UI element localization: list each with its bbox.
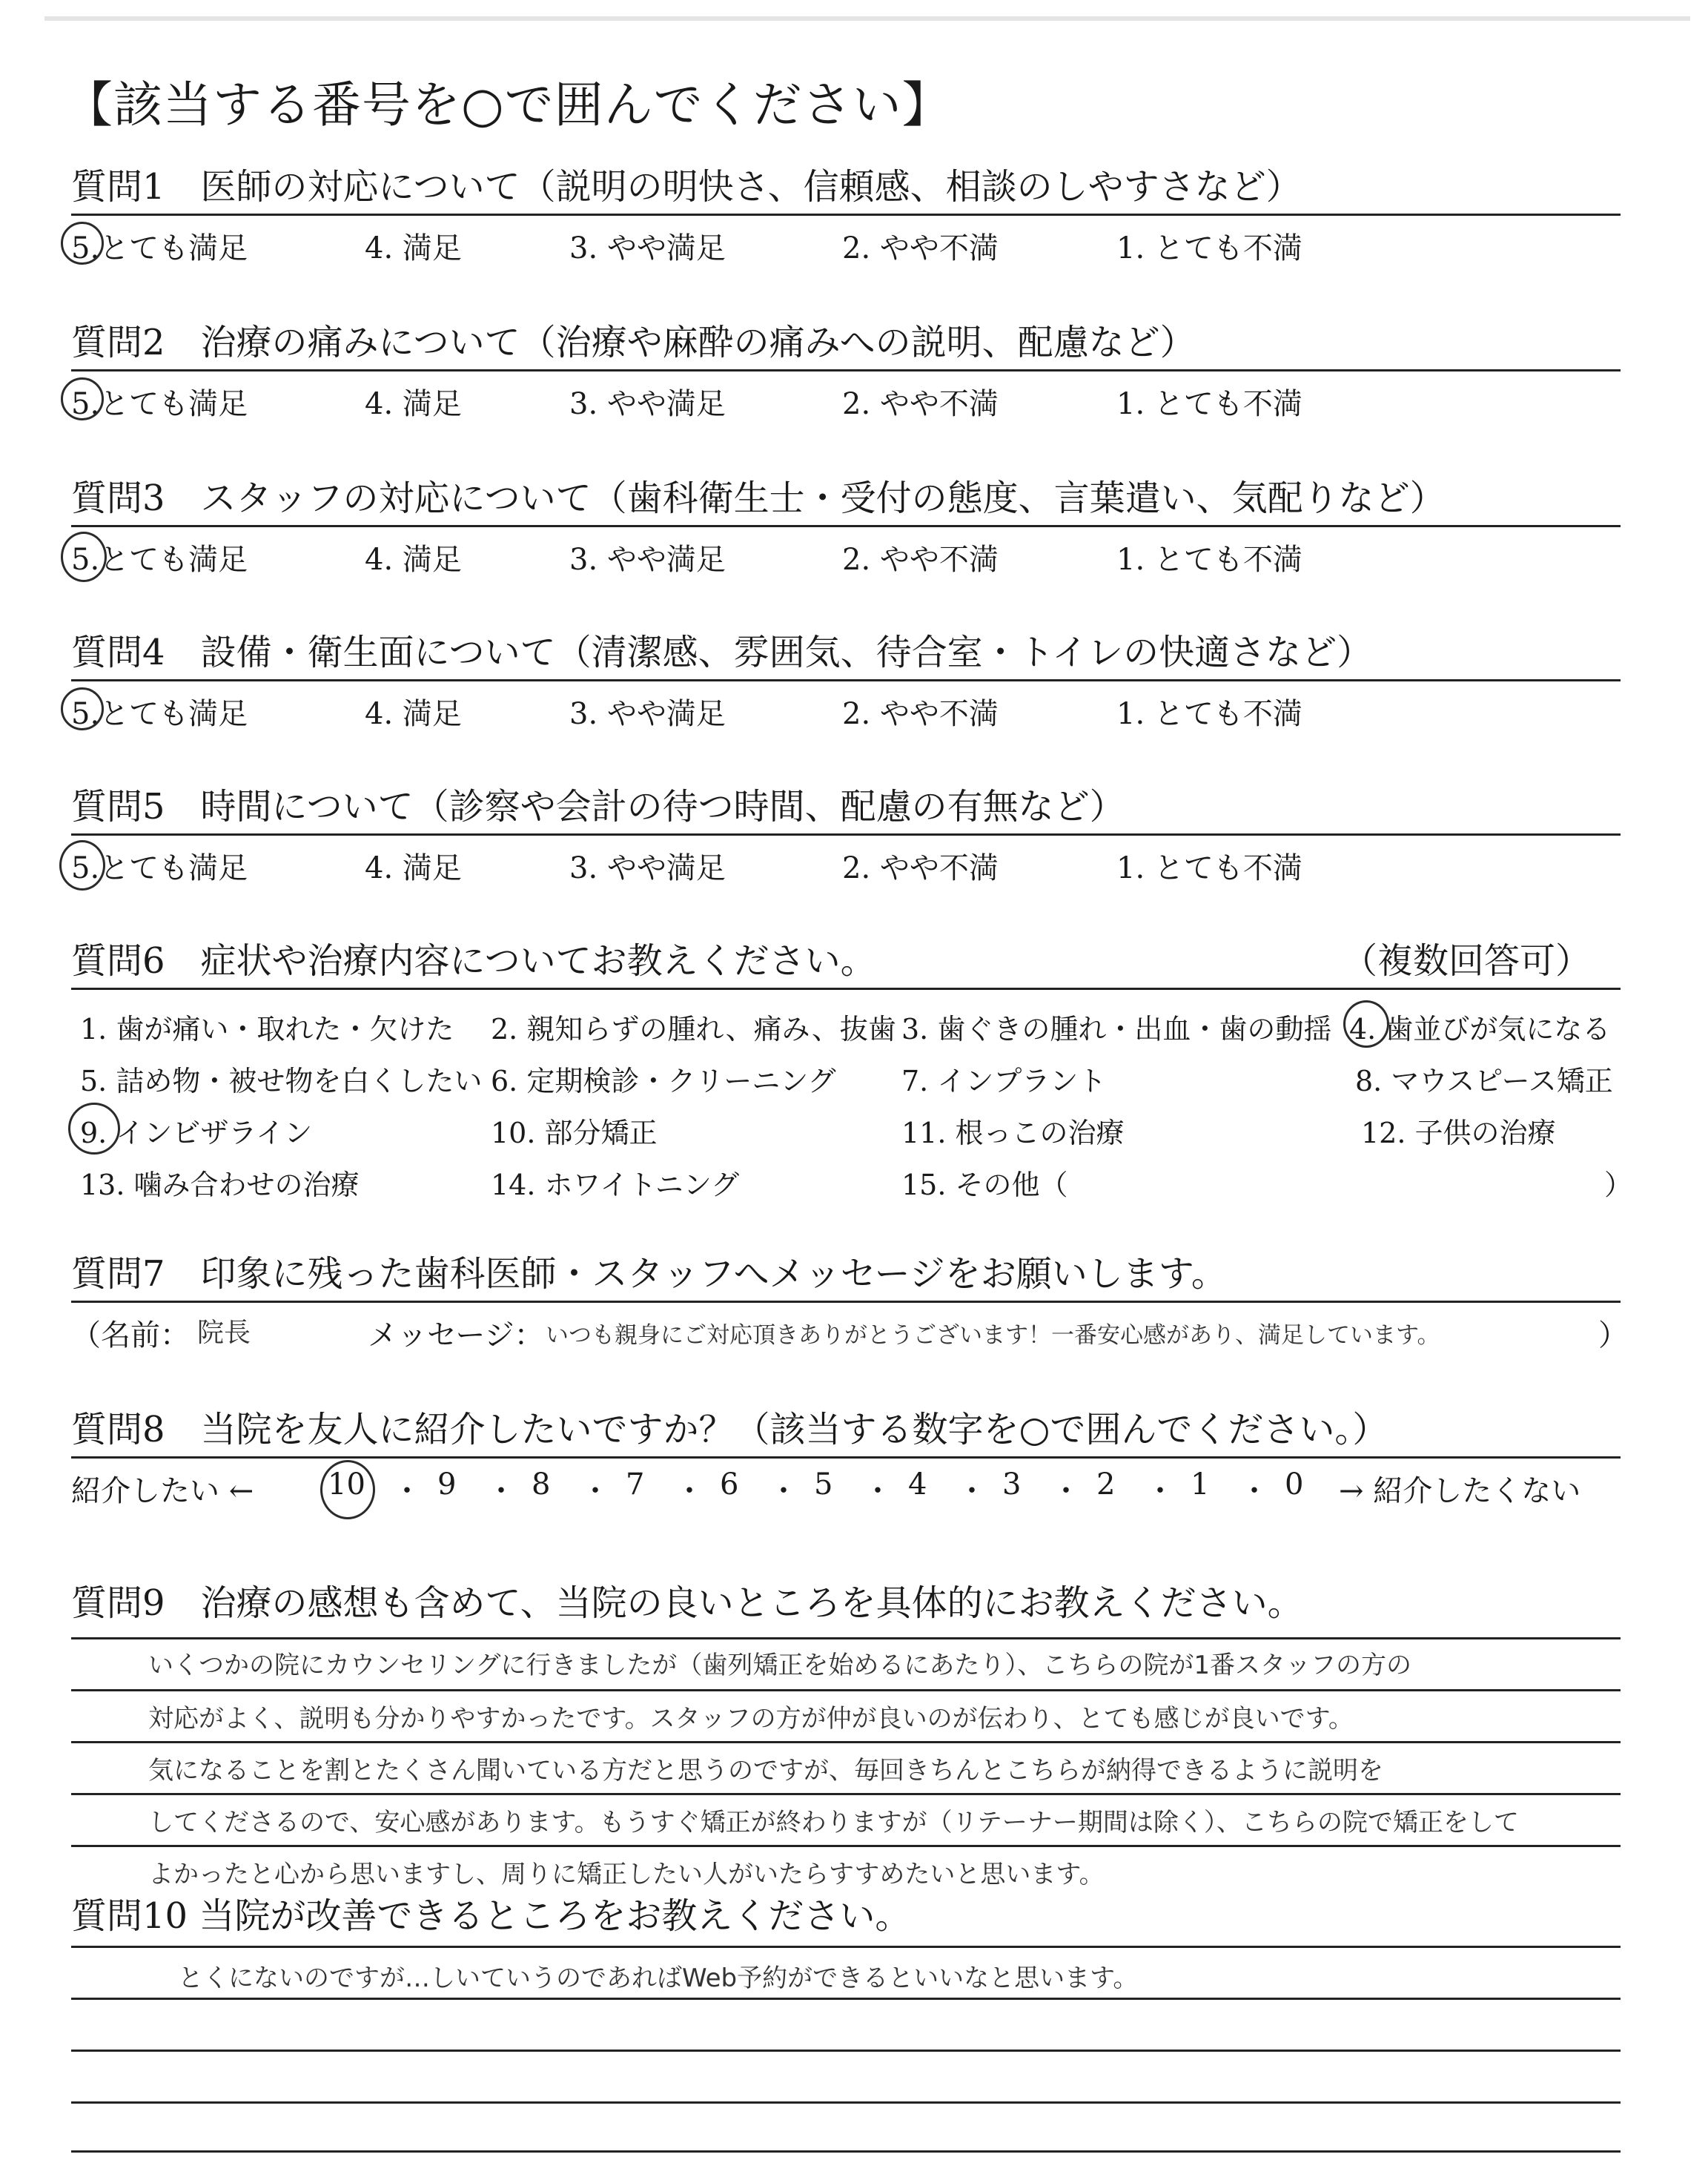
question-7-title: 質問7 印象に残った歯科医師・スタッフへメッセージをお願いします。: [71, 1253, 1227, 1295]
q9-answer-line[interactable]: 対応がよく、説明も分かりやすかったです。スタッフの方が仲が良いのが伝わり、とても感じが良いです。: [148, 1704, 1354, 1734]
question-6-text: 質問6 症状や治療内容についてお教えください。: [71, 940, 876, 982]
answer-line: [71, 1946, 1621, 1948]
symptom-option[interactable]: 7. インプラント: [901, 1065, 1107, 1097]
symptom-option[interactable]: 15. その他（: [901, 1169, 1068, 1201]
q9-answer-line[interactable]: よかったと心から思いますし、周りに矯正したい人がいたらすすめたいと思います。: [148, 1860, 1105, 1889]
question-7: [71, 1250, 1628, 1355]
option-5[interactable]: 5.とても満足: [71, 697, 248, 731]
symptom-option[interactable]: 14. ホワイトニング: [491, 1169, 740, 1201]
selection-circle: [61, 532, 107, 582]
symptom-option[interactable]: 8. マウスピース矯正: [1355, 1065, 1613, 1097]
answer-line: [71, 1637, 1621, 1639]
selection-circle: [320, 1460, 375, 1519]
question-8: [71, 1406, 1621, 1518]
option-3[interactable]: 3. やや満足: [569, 851, 726, 885]
scale-value[interactable]: 10: [328, 1467, 365, 1502]
scale-dot: ・: [1239, 1474, 1269, 1508]
symptom-options: [71, 990, 1633, 1205]
symptom-option[interactable]: 12. 子供の治療: [1361, 1117, 1556, 1149]
option-3[interactable]: 3. やや満足: [569, 387, 726, 421]
scale-dot: ・: [1051, 1474, 1081, 1508]
scale-dot: ・: [580, 1474, 610, 1508]
answer-line: [71, 2150, 1621, 2153]
option-4[interactable]: 4. 満足: [365, 231, 462, 265]
option-4[interactable]: 4. 満足: [365, 387, 462, 421]
answer-line: [71, 1998, 1621, 2000]
scale-dot: ・: [1145, 1474, 1175, 1508]
message-row: [71, 1303, 1628, 1355]
name-value[interactable]: 院長: [197, 1318, 251, 1348]
scale-dot: ・: [675, 1474, 704, 1508]
scale-right-label: → 紹介したくない: [1339, 1474, 1581, 1508]
question-5: [71, 783, 1621, 888]
option-1[interactable]: 1. とても不満: [1116, 543, 1302, 577]
message-value[interactable]: いつも親身にご対応頂きありがとうございます！一番安心感があり、満足しています。: [546, 1322, 1440, 1349]
symptom-option-close: ）: [1604, 1169, 1633, 1201]
option-1[interactable]: 1. とても不満: [1116, 387, 1302, 421]
selection-circle: [1343, 1000, 1389, 1048]
symptom-option[interactable]: 4. 歯並びが気になる: [1349, 1013, 1611, 1046]
rating-options: [71, 681, 1621, 733]
option-1[interactable]: 1. とても不満: [1116, 851, 1302, 885]
question-8-title: 質問8 当院を友人に紹介したいですか？（該当する数字を○で囲んでください。）: [71, 1409, 1388, 1450]
selection-circle: [61, 222, 104, 265]
question-1: [71, 163, 1621, 268]
symptom-option[interactable]: 1. 歯が痛い・取れた・欠けた: [80, 1013, 454, 1046]
question-4: [71, 629, 1621, 733]
question-3: [71, 475, 1621, 579]
selection-circle: [61, 377, 104, 420]
message-close: ）: [1598, 1318, 1628, 1353]
question-9-title: 質問9 治療の感想も含めて、当院の良いところを具体的にお教えください。: [71, 1582, 1303, 1624]
name-label: （名前：: [71, 1318, 190, 1353]
answer-line: [71, 2050, 1621, 2052]
symptom-option[interactable]: 6. 定期検診・クリーニング: [491, 1065, 836, 1097]
answer-line: [71, 1689, 1621, 1691]
option-4[interactable]: 4. 満足: [365, 851, 462, 885]
option-4[interactable]: 4. 満足: [365, 543, 462, 577]
option-2[interactable]: 2. やや不満: [842, 543, 999, 577]
option-5[interactable]: 5.とても満足: [71, 231, 248, 265]
symptom-option[interactable]: 3. 歯ぐきの腫れ・出血・歯の動揺: [901, 1013, 1332, 1046]
symptom-option[interactable]: 2. 親知らずの腫れ、痛み、抜歯: [491, 1013, 896, 1046]
scale-value[interactable]: 9: [437, 1467, 457, 1502]
scale-dot: ・: [769, 1474, 798, 1508]
answer-line: [71, 2101, 1621, 2104]
option-4[interactable]: 4. 満足: [365, 697, 462, 731]
answer-line: [71, 1793, 1621, 1795]
rating-options: [71, 527, 1621, 579]
option-3[interactable]: 3. やや満足: [569, 543, 726, 577]
scale-dot: ・: [957, 1474, 987, 1508]
option-5[interactable]: 5.とても満足: [71, 543, 248, 577]
symptom-option[interactable]: 5. 詰め物・被せ物を白くしたい: [80, 1065, 483, 1097]
option-1[interactable]: 1. とても不満: [1116, 697, 1302, 731]
rating-options: [71, 836, 1621, 888]
question-1-title: 質問1 医師の対応について（説明の明快さ、信頼感、相談のしやすさなど）: [71, 166, 1302, 208]
symptom-option[interactable]: 11. 根っこの治療: [901, 1117, 1125, 1149]
symptom-option[interactable]: 10. 部分矯正: [491, 1117, 658, 1149]
message-label: メッセージ：: [368, 1318, 544, 1353]
option-3[interactable]: 3. やや満足: [569, 231, 726, 265]
top-border: [44, 16, 1690, 21]
rating-options: [71, 371, 1621, 423]
scale-dot: ・: [392, 1474, 422, 1508]
scale-value[interactable]: 5: [814, 1467, 833, 1502]
option-2[interactable]: 2. やや不満: [842, 231, 999, 265]
scale-value[interactable]: 3: [1002, 1467, 1022, 1502]
selection-circle: [68, 1103, 120, 1155]
option-2[interactable]: 2. やや不満: [842, 697, 999, 731]
question-10-title: 質問10 当院が改善できるところをお教えください。: [71, 1895, 911, 1937]
scale-value[interactable]: 2: [1096, 1467, 1116, 1502]
selection-circle: [61, 687, 104, 730]
q9-answer-line[interactable]: 気になることを割とたくさん聞いている方だと思うのですが、毎回きちんとこちらが納得できるように説明を: [148, 1756, 1383, 1786]
scale-left-label: 紹介したい ←: [71, 1474, 254, 1508]
answer-line: [71, 1741, 1621, 1743]
symptom-option[interactable]: 9. インビザライン: [80, 1117, 313, 1149]
scale-value[interactable]: 4: [908, 1467, 927, 1502]
scale-dot: ・: [863, 1474, 893, 1508]
option-5[interactable]: 5.とても満足: [71, 851, 248, 885]
question-6: [71, 937, 1633, 1205]
recommend-scale: [71, 1459, 1621, 1518]
selection-circle: [59, 840, 105, 891]
answer-line: [71, 1845, 1621, 1847]
question-9-title-wrap: [71, 1579, 1621, 1627]
multiple-answer-note: （複数回答可）: [1341, 940, 1591, 982]
option-3[interactable]: 3. やや満足: [569, 697, 726, 731]
option-1[interactable]: 1. とても不満: [1116, 231, 1302, 265]
q9-answer-line[interactable]: いくつかの院にカウンセリングに行きましたが（歯列矯正を始めるにあたり）、こちらの院が1番スタッフの方の: [148, 1651, 1411, 1680]
question-2-title: 質問2 治療の痛みについて（治療や麻酔の痛みへの説明、配慮など）: [71, 322, 1196, 363]
question-10-title-wrap: [71, 1892, 1621, 1940]
question-2: [71, 319, 1621, 423]
scale-value[interactable]: 8: [532, 1467, 551, 1502]
option-2[interactable]: 2. やや不満: [842, 387, 999, 421]
question-4-title: 質問4 設備・衛生面について（清潔感、雰囲気、待合室・トイレの快適さなど）: [71, 632, 1373, 673]
option-5[interactable]: 5.とても満足: [71, 387, 248, 421]
option-2[interactable]: 2. やや不満: [842, 851, 999, 885]
rating-options: [71, 216, 1621, 268]
symptom-option[interactable]: 13. 噛み合わせの治療: [80, 1169, 360, 1201]
scale-dot: ・: [486, 1474, 516, 1508]
question-5-title: 質問5 時間について（診察や会計の待つ時間、配慮の有無など）: [71, 786, 1125, 828]
question-6-title: [71, 937, 1621, 985]
scale-value[interactable]: 0: [1285, 1467, 1304, 1502]
page-title: 【該当する番号を○で囲んでください】: [64, 76, 952, 133]
q10-answer[interactable]: とくにないのですが…しいていうのであればWeb予約ができるといいなと思います。: [178, 1964, 1139, 1993]
scale-value[interactable]: 7: [626, 1467, 645, 1502]
q9-answer-line[interactable]: してくださるので、安心感があります。もうすぐ矯正が終わりますが（リテーナー期間は除く）、こちらの院で矯正をして: [148, 1808, 1519, 1837]
scale-value[interactable]: 1: [1191, 1467, 1210, 1502]
question-3-title: 質問3 スタッフの対応について（歯科衛生士・受付の態度、言葉遣い、気配りなど）: [71, 478, 1446, 519]
scale-value[interactable]: 6: [720, 1467, 739, 1502]
